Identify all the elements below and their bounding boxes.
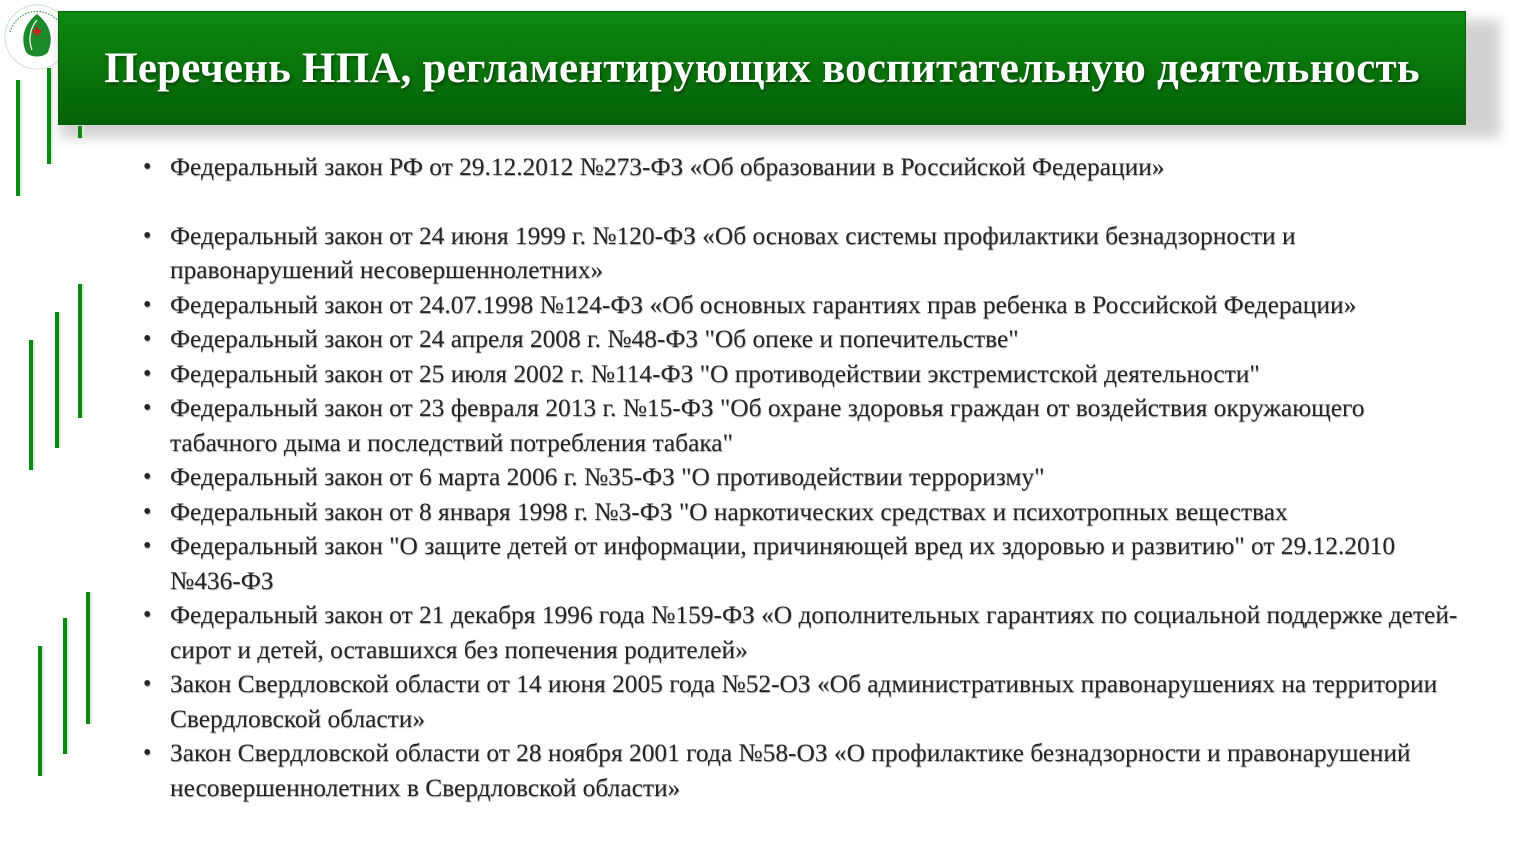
list-item: • Закон Свердловской области от 14 июня 2005 года №52-ОЗ «Об административных правонарушениях на территории Свердловской области» bbox=[143, 667, 1463, 736]
decorative-line bbox=[63, 618, 67, 754]
list-item: • Федеральный закон от 21 декабря 1996 года №159-ФЗ «О дополнительных гарантиях по социальной поддержке детей-сирот и детей, оставшихся без попечения родителей» bbox=[143, 598, 1463, 667]
decorative-line bbox=[29, 340, 33, 470]
title-banner bbox=[58, 11, 1466, 125]
list-item: • Федеральный закон от 24 июня 1999 г. №120-ФЗ «Об основах системы профилактики безнадзорности и правонарушений несовершеннолетних» bbox=[143, 219, 1463, 288]
list-item: • Федеральный закон от 6 марта 2006 г. №35-ФЗ "О противодействии терроризму" bbox=[143, 460, 1463, 495]
npa-list bbox=[143, 150, 1463, 805]
list-item: • Федеральный закон от 24 апреля 2008 г. №48-ФЗ "Об опеке и попечительстве" bbox=[143, 322, 1463, 357]
decorative-line bbox=[47, 68, 51, 164]
list-item: • Федеральный закон от 8 января 1998 г. №3-ФЗ "О наркотических средствах и психотропных веществах bbox=[143, 495, 1463, 530]
list-item: • Федеральный закон "О защите детей от информации, причиняющей вред их здоровью и развитию" от 29.12.2010 №436-ФЗ bbox=[143, 529, 1463, 598]
decorative-line bbox=[38, 646, 42, 776]
page-title: Перечень НПА, регламентирующих воспитательную деятельность bbox=[104, 44, 1420, 92]
list-item: • Федеральный закон от 23 февраля 2013 г. №15-ФЗ "Об охране здоровья граждан от воздействия окружающего табачного дыма и последствий потребления табака" bbox=[143, 391, 1463, 460]
list-item: • Федеральный закон РФ от 29.12.2012 №273-ФЗ «Об образовании в Российской Федерации» bbox=[143, 150, 1463, 185]
decorative-line bbox=[86, 592, 90, 724]
decorative-line bbox=[16, 80, 20, 196]
decorative-line bbox=[78, 284, 82, 418]
decorative-line bbox=[78, 126, 82, 138]
list-item: • Федеральный закон от 24.07.1998 №124-ФЗ «Об основных гарантиях прав ребенка в Российской Федерации» bbox=[143, 288, 1463, 323]
decorative-line bbox=[55, 312, 59, 448]
list-item: • Закон Свердловской области от 28 ноября 2001 года №58-ОЗ «О профилактике безнадзорности и правонарушений несовершеннолетних в Свердловской области» bbox=[143, 736, 1463, 805]
list-item: • Федеральный закон от 25 июля 2002 г. №114-ФЗ "О противодействии экстремистской деятельности" bbox=[143, 357, 1463, 392]
